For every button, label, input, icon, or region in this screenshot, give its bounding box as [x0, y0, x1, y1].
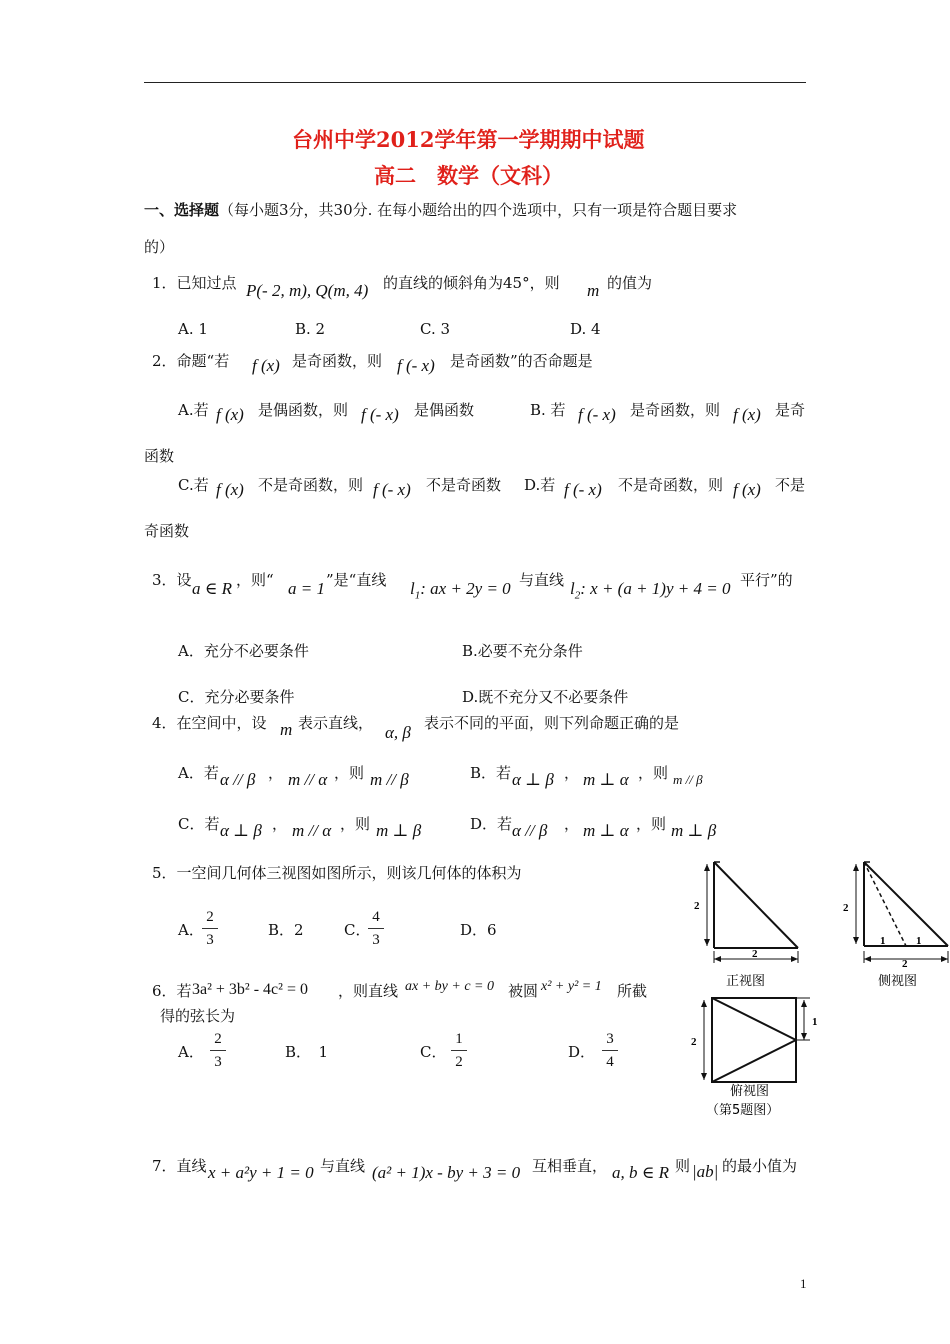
q6-stem-mid2: 被圆 — [508, 982, 539, 1000]
q2-option-d-wrap: 奇函数 — [144, 522, 190, 540]
section-heading: 一、选择题 — [144, 201, 220, 219]
q3-l1 — [410, 579, 511, 601]
q6-stem-wrap: 得的弦长为 — [160, 1007, 236, 1025]
q6-d-fraction-bar — [602, 1050, 618, 1051]
front-view-label: 正视图 — [726, 974, 766, 989]
q4-option-a-cond1: α // β — [220, 770, 256, 789]
q2-option-b-f2: f (x) — [733, 405, 761, 424]
side-view-segment-2: 1 — [916, 935, 922, 947]
q6-c-numerator: 1 — [455, 1031, 463, 1047]
page-number: 1 — [800, 1276, 807, 1291]
q4-option-b-result: m // β — [673, 772, 703, 787]
q6-a-numerator: 2 — [214, 1031, 222, 1047]
q3-option-c: C．充分必要条件 — [178, 688, 295, 706]
q3-l2 — [570, 579, 730, 601]
q2-option-b-mid: 是奇函数，则 — [630, 401, 721, 419]
q6-d-numerator: 3 — [606, 1031, 614, 1047]
q3-text-4: 平行”的 — [740, 571, 793, 589]
q2-option-c-pre: C.若 — [178, 476, 209, 494]
q4-option-d-comma: ， — [564, 815, 580, 833]
q4-option-d-cond1: α // β — [512, 821, 548, 840]
q2-option-b-pre: B. 若 — [530, 401, 566, 419]
q2-stem-mid: 是奇函数，则 — [292, 352, 383, 370]
q4-option-c-cond2: m // α — [292, 821, 332, 840]
q4-option-c-result: m ⊥ β — [376, 821, 422, 840]
q5-c-denominator: 3 — [372, 932, 380, 948]
q6-stem-mid: ，则直线 — [338, 982, 399, 1000]
q6-c-fraction-bar — [451, 1050, 467, 1051]
q5-option-c-label: C． — [344, 921, 371, 939]
q6-option-c-label: C． — [420, 1043, 447, 1061]
exam-title: 台州中学2012学年第一学期期中试题 — [292, 127, 645, 152]
q6-stem-start: 6．若 — [152, 982, 192, 1000]
q7-line2: (a² + 1)x - by + 3 = 0 — [372, 1163, 521, 1182]
q5-c-numerator: 4 — [372, 909, 380, 925]
q4-option-b-cond1: α ⊥ β — [512, 770, 554, 789]
q5-a-denominator: 3 — [206, 932, 214, 948]
q3-text-3: 与直线 — [519, 571, 565, 589]
q4-option-c-then: ，则 — [340, 815, 371, 833]
top-view — [691, 998, 818, 1118]
header-rule — [144, 82, 806, 83]
q3-l2-eq: : x + (a + 1)y + 4 = 0 — [580, 579, 731, 598]
q6-c-denominator: 2 — [455, 1054, 463, 1070]
q6-option-c-fraction — [451, 1030, 467, 1071]
q4-alpha-beta: α, β — [385, 723, 411, 742]
q7-domain: a, b ∈ R — [612, 1163, 669, 1182]
q3-l1-letter: l — [410, 579, 415, 598]
q5-c-fraction-bar — [368, 928, 384, 929]
q2-option-d-mid: 不是奇函数，则 — [618, 476, 724, 494]
q5-a-numerator: 2 — [206, 909, 214, 925]
q6-option-a-fraction — [210, 1030, 226, 1071]
q4-option-d-cond2: m ⊥ α — [583, 821, 629, 840]
side-view — [843, 862, 948, 989]
q6-option-a-label: A． — [178, 1043, 204, 1061]
q7-line1: x + a²y + 1 = 0 — [208, 1163, 314, 1182]
q5-option-d: D．6 — [460, 921, 497, 939]
q3-option-b: B.必要不充分条件 — [462, 642, 583, 660]
q4-option-c-comma: ， — [272, 815, 288, 833]
q7-stem-end: 的最小值为 — [722, 1157, 798, 1175]
q3-a-in-r: a ∈ R — [192, 579, 232, 598]
q4-stem-mid: 表示直线， — [298, 714, 374, 732]
q7-stem-mid: 与直线 — [320, 1157, 366, 1175]
q3-text-2: ”是“直线 — [326, 571, 387, 589]
q6-stem-end: 所截 — [617, 982, 648, 1000]
q4-option-a-result: m // β — [370, 770, 409, 789]
q4-option-b-then: ，则 — [638, 764, 669, 782]
front-view — [694, 862, 798, 989]
q4-option-a-comma: ， — [268, 764, 284, 782]
q5-option-b: B．2 — [268, 921, 304, 939]
q1-stem-start: 1．已知过点 — [152, 274, 237, 292]
top-view-height: 2 — [691, 1036, 697, 1048]
q1-stem-mid: 的直线的倾斜角为45°，则 — [383, 274, 560, 292]
q4-option-d-then: ，则 — [636, 815, 667, 833]
section-note-wrap: 的） — [144, 238, 175, 256]
q6-line: ax + by + c = 0 — [405, 979, 494, 994]
front-view-width: 2 — [752, 948, 758, 960]
q2-option-d-f2: f (x) — [733, 480, 761, 499]
q2-f2: f (- x) — [397, 356, 435, 375]
q4-option-d-result: m ⊥ β — [671, 821, 717, 840]
exam-subtitle: 高二 数学（文科） — [374, 163, 563, 188]
q6-option-b: B． 1 — [285, 1043, 329, 1061]
q4-stem-start: 4．在空间中，设 — [152, 714, 267, 732]
q1-option-a: A. 1 — [178, 320, 208, 338]
q4-option-a-pre: A．若 — [178, 764, 219, 782]
q2-option-d-end: 不是 — [775, 476, 806, 494]
q2-option-c-f2: f (- x) — [373, 480, 411, 499]
section-heading-row — [144, 199, 737, 220]
q2-option-a-end: 是偶函数 — [414, 401, 475, 419]
q6-condition: 3a² + 3b² - 4c² = 0 — [192, 981, 308, 998]
q3-option-a: A．充分不必要条件 — [178, 642, 309, 660]
q2-option-a-mid: 是偶函数，则 — [258, 401, 349, 419]
q2-stem-start: 2．命题“若 — [152, 352, 230, 370]
q2-option-d-f1: f (- x) — [564, 480, 602, 499]
q4-var-m: m — [280, 720, 293, 739]
q4-option-b-comma: ， — [564, 764, 580, 782]
q5-option-c-fraction — [368, 908, 384, 949]
q7-then: 则 — [675, 1157, 691, 1175]
q6-circle: x² + y² = 1 — [541, 979, 602, 994]
q7-stem-mid2: 互相垂直， — [532, 1157, 608, 1175]
q6-option-d-label: D． — [568, 1043, 596, 1061]
q2-option-b-wrap: 函数 — [144, 447, 175, 465]
q5-stem: 5．一空间几何体三视图如图所示，则该几何体的体积为 — [152, 864, 522, 882]
q6-a-denominator: 3 — [214, 1054, 222, 1070]
front-view-height: 2 — [694, 900, 700, 912]
q7-abs-ab: |ab| — [692, 1162, 719, 1181]
q4-option-b-cond2: m ⊥ α — [583, 770, 629, 789]
q2-option-a-f1: f (x) — [216, 405, 244, 424]
side-view-width: 2 — [902, 958, 908, 970]
side-view-height: 2 — [843, 902, 849, 914]
q1-var-m: m — [587, 281, 600, 300]
q2-option-c-f1: f (x) — [216, 480, 244, 499]
q3-option-d: D.既不充分又不必要条件 — [462, 688, 629, 706]
q4-option-a-then: ，则 — [334, 764, 365, 782]
q2-option-b-f1: f (- x) — [578, 405, 616, 424]
side-view-label: 侧视图 — [878, 974, 918, 989]
q6-d-denominator: 4 — [606, 1054, 614, 1070]
figure-caption: （第5题图） — [706, 1103, 780, 1118]
q4-stem-end: 表示不同的平面，则下列命题正确的是 — [424, 714, 680, 732]
q3-l1-subscript: 1 — [414, 589, 421, 602]
q4-option-a-cond2: m // α — [288, 770, 328, 789]
section-note: （每小题3分，共30分. 在每小题给出的四个选项中，只有一项是符合题目要求 — [219, 201, 738, 219]
q5-option-a-label: A． — [178, 921, 204, 939]
q2-option-c-mid: 不是奇函数，则 — [258, 476, 364, 494]
q4-option-d-pre: D．若 — [470, 815, 513, 833]
q2-option-c-end: 不是奇函数 — [426, 476, 502, 494]
q3-text-1: ，则“ — [236, 571, 274, 589]
q3-l1-eq: : ax + 2y = 0 — [420, 579, 511, 598]
q2-option-a-f2: f (- x) — [361, 405, 399, 424]
q6-option-d-fraction — [602, 1030, 618, 1071]
q5-three-views-figure — [686, 855, 950, 1125]
top-view-label: 俯视图 — [730, 1084, 770, 1099]
q4-option-c-cond1: α ⊥ β — [220, 821, 262, 840]
q4-option-b-pre: B．若 — [470, 764, 512, 782]
q3-l2-letter: l — [570, 579, 575, 598]
q3-l2-subscript: 2 — [574, 589, 581, 602]
q2-stem-end: 是奇函数”的否命题是 — [450, 352, 593, 370]
q2-f1: f (x) — [252, 356, 280, 375]
top-view-offset: 1 — [812, 1016, 818, 1028]
q1-points: P(- 2, m), Q(m, 4) — [246, 281, 369, 300]
q2-option-a-pre: A.若 — [178, 401, 209, 419]
side-view-segment-1: 1 — [880, 935, 886, 947]
q7-stem-start: 7．直线 — [152, 1157, 207, 1175]
q5-a-fraction-bar — [202, 928, 218, 929]
q1-option-d: D. 4 — [570, 320, 601, 338]
q5-option-a-fraction — [202, 908, 218, 949]
q2-option-d-pre: D.若 — [524, 476, 556, 494]
q6-a-fraction-bar — [210, 1050, 226, 1051]
q2-option-b-end: 是奇 — [775, 401, 806, 419]
q1-option-b: B. 2 — [295, 320, 326, 338]
q1-stem-end: 的值为 — [607, 274, 653, 292]
q1-option-c: C. 3 — [420, 320, 451, 338]
q3-stem-start: 3．设 — [152, 571, 192, 589]
q4-option-c-pre: C．若 — [178, 815, 220, 833]
q3-a-eq-1: a = 1 — [288, 579, 325, 598]
